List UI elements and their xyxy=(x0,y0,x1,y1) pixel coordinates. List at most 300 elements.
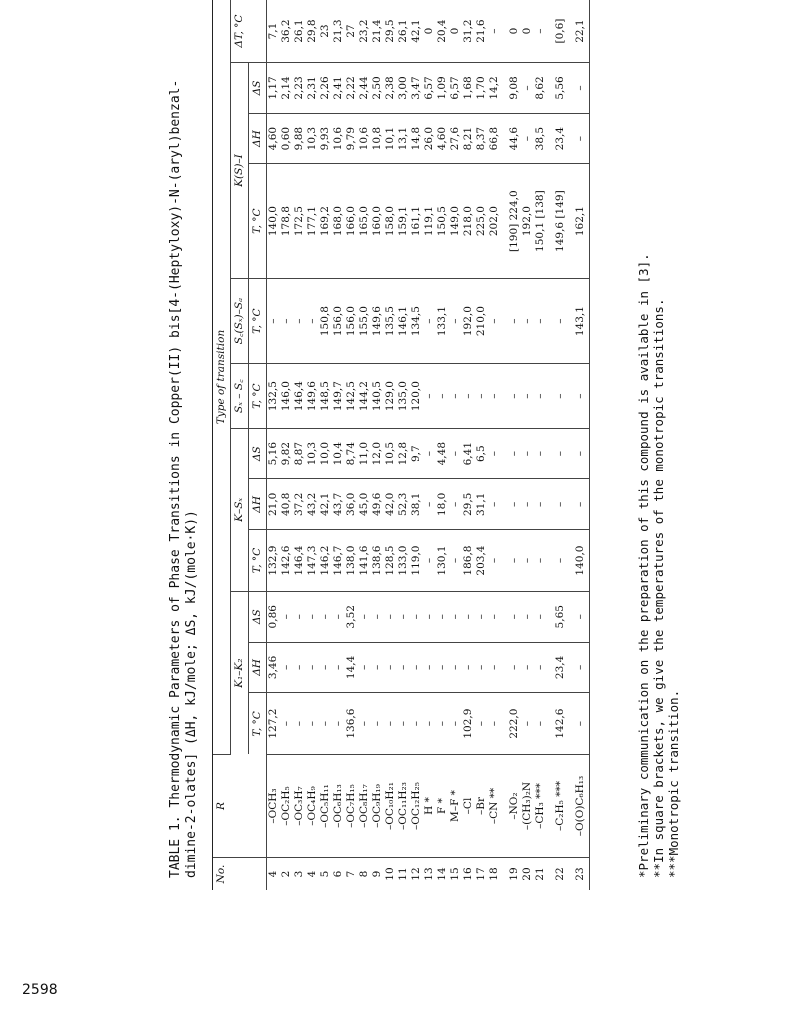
table-cell: 2,26 xyxy=(319,63,332,114)
table-cell: 12,8 xyxy=(397,428,410,479)
table-cell: – xyxy=(371,693,384,755)
table-cell: – xyxy=(488,278,501,364)
table-cell: – xyxy=(488,591,501,642)
table-cell: – xyxy=(547,364,567,428)
table-cell: –NO₂ xyxy=(501,755,521,858)
col-ks: K–Sₓ xyxy=(231,428,249,591)
table-cell: –OC₇H₁₅ xyxy=(345,755,358,858)
table-cell: – xyxy=(397,693,410,755)
table-cell: – xyxy=(384,693,397,755)
table-row xyxy=(567,0,590,890)
table-cell: 133,0 xyxy=(397,530,410,592)
table-cell: 23 xyxy=(319,0,332,63)
subcol-t: T, °C xyxy=(249,693,267,755)
footnote: ***Monotropic transition. xyxy=(666,689,681,878)
table-cell: 13,1 xyxy=(397,113,410,164)
table-cell: – xyxy=(488,479,501,530)
caption-line: dimine-2-olates] (ΔH, kJ/mole; ΔS, kJ/(mole·K)) xyxy=(184,510,199,878)
table-row xyxy=(280,0,293,890)
table-cell: 9,79 xyxy=(345,113,358,164)
table-cell: 49,6 xyxy=(371,479,384,530)
table-cell: –O(O)C₆H₁₃ xyxy=(567,755,590,858)
table-cell: 8,62 xyxy=(534,63,547,114)
table-cell: 9 xyxy=(371,870,383,878)
col-ki: K(S)–I xyxy=(231,63,249,279)
table-cell: – xyxy=(306,642,319,693)
table-cell: – xyxy=(475,364,488,428)
table-cell: – xyxy=(332,591,345,642)
table-cell: – xyxy=(462,364,475,428)
table-cell: 146,0 xyxy=(280,364,293,428)
table-cell: 9,88 xyxy=(293,113,306,164)
table-cell: –CN ** xyxy=(488,755,501,858)
table-cell: 1,68 xyxy=(462,63,475,114)
table-cell: 133,1 xyxy=(436,278,449,364)
table-cell: 10,5 xyxy=(384,428,397,479)
table-cell: 128,5 xyxy=(384,530,397,592)
table-cell: 4 xyxy=(267,870,279,878)
table-cell: 21,6 xyxy=(475,0,488,63)
table-cell: 8,37 xyxy=(475,113,488,164)
table-cell: 9,82 xyxy=(280,428,293,479)
table-cell: – xyxy=(423,278,436,364)
table-cell: 0 xyxy=(521,0,534,63)
table-cell: 4 xyxy=(306,870,318,878)
table-cell: – xyxy=(449,278,462,364)
table-cell: 22,1 xyxy=(567,0,590,63)
table-cell: 159,1 xyxy=(397,164,410,278)
subcol-t: T, °C xyxy=(249,164,267,278)
table-cell: 172,5 xyxy=(293,164,306,278)
table-cell: – xyxy=(267,278,281,364)
table-cell: – xyxy=(534,642,547,693)
table-cell: – xyxy=(436,642,449,693)
table-cell: 146,4 xyxy=(293,530,306,592)
table-cell: 43,7 xyxy=(332,479,345,530)
table-cell: 192,0 xyxy=(462,278,475,364)
table-cell: 66,8 xyxy=(488,113,501,164)
table-cell: – xyxy=(488,530,501,592)
table-cell: 155,0 xyxy=(358,278,371,364)
table-cell: 1,17 xyxy=(267,63,281,114)
table-cell: 2,50 xyxy=(371,63,384,114)
table-row xyxy=(319,0,332,890)
subcol-dh: ΔH xyxy=(249,642,267,693)
table-cell: – xyxy=(293,591,306,642)
table-cell: –Br xyxy=(475,755,488,858)
table-cell: 146,4 xyxy=(293,364,306,428)
table-cell: 44,6 xyxy=(501,113,521,164)
table-cell: –CH₃ *** xyxy=(534,755,547,858)
table-cell: –OC₂H₅ xyxy=(280,755,293,858)
table-cell: 9,7 xyxy=(410,428,423,479)
table-cell: 192,0 xyxy=(521,164,534,278)
table-cell: 119,0 xyxy=(410,530,423,592)
table-cell: 14,2 xyxy=(488,63,501,114)
table-cell: –OC₉H₁₉ xyxy=(371,755,384,858)
table-cell: 132,9 xyxy=(267,530,281,592)
table-cell: – xyxy=(567,642,590,693)
table-cell: 12,0 xyxy=(371,428,384,479)
table-row xyxy=(306,0,319,890)
table-cell: 22 xyxy=(554,867,566,881)
table-cell: 150,8 xyxy=(319,278,332,364)
table-cell: 23,4 xyxy=(547,113,567,164)
table-cell: 40,8 xyxy=(280,479,293,530)
table-cell: – xyxy=(280,278,293,364)
caption-line: TABLE 1. Thermodynamic Parameters of Phase Transitions in Copper(II) bis[4-(Heptyloxy)-N-(aryl)benzal- xyxy=(168,79,183,878)
table-cell: 18 xyxy=(488,867,500,881)
table-row xyxy=(534,0,547,890)
table-cell: 3,47 xyxy=(410,63,423,114)
table-cell: 132,5 xyxy=(267,364,281,428)
table-cell: 42,0 xyxy=(384,479,397,530)
table-cell: – xyxy=(462,642,475,693)
table-cell: – xyxy=(436,693,449,755)
table-cell: –(CH₃)₂N xyxy=(521,755,534,858)
table-cell: – xyxy=(534,0,547,63)
table-cell: 38,1 xyxy=(410,479,423,530)
table-cell: 162,1 xyxy=(567,164,590,278)
table-row xyxy=(521,0,534,890)
table-cell: – xyxy=(501,479,521,530)
table-cell: 52,3 xyxy=(397,479,410,530)
table-cell: – xyxy=(293,693,306,755)
table-cell: 1,70 xyxy=(475,63,488,114)
table-row xyxy=(358,0,371,890)
col-no: No. xyxy=(213,858,267,891)
table-cell: 5,65 xyxy=(547,591,567,642)
table-row xyxy=(436,0,449,890)
table-cell: F * xyxy=(436,755,449,858)
table-cell: – xyxy=(567,364,590,428)
table-cell: – xyxy=(488,642,501,693)
subcol-ds: ΔS xyxy=(249,591,267,642)
table-row xyxy=(345,0,358,890)
table-cell: 14 xyxy=(436,867,448,881)
table-cell: 146,2 xyxy=(319,530,332,592)
table-cell: 7,1 xyxy=(267,0,281,63)
table-cell: – xyxy=(475,591,488,642)
table-cell: 37,2 xyxy=(293,479,306,530)
table-cell: – xyxy=(488,693,501,755)
table-row xyxy=(449,0,462,890)
table-cell: 6,57 xyxy=(423,63,436,114)
table-cell: 158,0 xyxy=(384,164,397,278)
subcol-t: T, °C xyxy=(249,364,267,428)
table-cell: 11,0 xyxy=(358,428,371,479)
table-cell: 29,5 xyxy=(384,0,397,63)
table-cell: – xyxy=(501,278,521,364)
table-cell: 140,0 xyxy=(567,530,590,592)
table-cell: 2,41 xyxy=(332,63,345,114)
table-cell: 150,1 [138] xyxy=(534,164,547,278)
table-cell: 14,8 xyxy=(410,113,423,164)
table-cell: 156,0 xyxy=(332,278,345,364)
table-cell: 142,5 xyxy=(345,364,358,428)
table-cell: 3,52 xyxy=(345,591,358,642)
table-cell: 23,2 xyxy=(358,0,371,63)
table-cell: – xyxy=(319,591,332,642)
table-cell: 7 xyxy=(345,870,357,878)
table-cell: 20,4 xyxy=(436,0,449,63)
table-cell: – xyxy=(423,530,436,592)
table-cell: 166,0 xyxy=(345,164,358,278)
table-cell: – xyxy=(280,642,293,693)
table-cell: 2,23 xyxy=(293,63,306,114)
table-cell: 136,6 xyxy=(345,693,358,755)
table-cell: 4,60 xyxy=(436,113,449,164)
table-cell: – xyxy=(358,591,371,642)
table-cell: – xyxy=(293,278,306,364)
table-cell: 9,08 xyxy=(501,63,521,114)
table-cell: 138,6 xyxy=(371,530,384,592)
table-cell: 10,3 xyxy=(306,428,319,479)
table-cell: – xyxy=(306,278,319,364)
table-row xyxy=(410,0,423,890)
table-cell: –OC₈H₁₇ xyxy=(358,755,371,858)
table-cell: 149,0 xyxy=(449,164,462,278)
table-cell: 178,8 xyxy=(280,164,293,278)
table-cell: 5,16 xyxy=(267,428,281,479)
table-cell: –OC₃H₇ xyxy=(293,755,306,858)
table-cell: 21,3 xyxy=(332,0,345,63)
table-cell: – xyxy=(449,693,462,755)
table-cell: 150,5 xyxy=(436,164,449,278)
table-cell: 141,6 xyxy=(358,530,371,592)
table-cell: – xyxy=(449,591,462,642)
table-cell: 21,0 xyxy=(267,479,281,530)
table-cell: – xyxy=(449,642,462,693)
table-cell: 186,8 xyxy=(462,530,475,592)
table-cell: –Cl xyxy=(462,755,475,858)
table-cell: – xyxy=(384,642,397,693)
table-cell: 42,1 xyxy=(410,0,423,63)
footnote: *Preliminary communication on the preparation of this compound is available in [3]. xyxy=(636,253,651,878)
table-cell: – xyxy=(488,428,501,479)
table-cell: – xyxy=(488,364,501,428)
table-cell: 16 xyxy=(462,867,474,881)
table-cell: [0,6] xyxy=(547,0,567,63)
table-row xyxy=(475,0,488,890)
table-cell: 149,6 xyxy=(306,364,319,428)
table-cell: – xyxy=(423,479,436,530)
table-row xyxy=(462,0,475,890)
table-cell: – xyxy=(449,530,462,592)
table-cell: 119,1 xyxy=(423,164,436,278)
table-cell: 127,2 xyxy=(267,693,281,755)
col-sxsc: Sₓ – S꜀ xyxy=(231,364,249,428)
table-cell: 144,2 xyxy=(358,364,371,428)
table-cell: 45,0 xyxy=(358,479,371,530)
table-cell: –OC₁₀H₂₁ xyxy=(384,755,397,858)
table-cell: – xyxy=(475,693,488,755)
table-cell: 6,41 xyxy=(462,428,475,479)
table-cell: – xyxy=(280,693,293,755)
table-cell: – xyxy=(534,479,547,530)
table-cell: 3 xyxy=(293,870,305,878)
table-row xyxy=(423,0,436,890)
table-cell: 8 xyxy=(358,870,370,878)
table-cell: 6 xyxy=(332,870,344,878)
table-cell: – xyxy=(384,591,397,642)
table-cell: – xyxy=(521,591,534,642)
rotated-page-content xyxy=(168,0,768,890)
table-cell: 26,0 xyxy=(423,113,436,164)
table-cell: – xyxy=(293,642,306,693)
subcol-ds: ΔS xyxy=(249,428,267,479)
table-cell: 10,3 xyxy=(306,113,319,164)
table-cell: 21 xyxy=(534,867,546,881)
table-cell: 134,5 xyxy=(410,278,423,364)
table-cell: – xyxy=(521,113,534,164)
table-cell: – xyxy=(280,591,293,642)
table-cell: 146,1 xyxy=(397,278,410,364)
table-cell: – xyxy=(534,530,547,592)
table-cell: 140,0 xyxy=(267,164,281,278)
table-cell: – xyxy=(449,428,462,479)
table-cell: 203,4 xyxy=(475,530,488,592)
table-cell: H * xyxy=(423,755,436,858)
table-cell: – xyxy=(332,642,345,693)
table-cell: – xyxy=(501,642,521,693)
table-cell: – xyxy=(547,479,567,530)
table-cell: – xyxy=(501,428,521,479)
table-cell: 165,0 xyxy=(358,164,371,278)
table-cell: 8,21 xyxy=(462,113,475,164)
col-dt: ΔT, °C xyxy=(231,0,267,63)
table-cell: –OC₁₂H₂₅ xyxy=(410,755,423,858)
table-cell: 2,38 xyxy=(384,63,397,114)
table-cell: 143,1 xyxy=(567,278,590,364)
table-cell: 5 xyxy=(319,870,331,878)
table-cell: 177,1 xyxy=(306,164,319,278)
footnote: **In square brackets, we give the temperatures of the monotropic transitions. xyxy=(651,298,666,878)
table-cell: – xyxy=(423,428,436,479)
table-cell: 31,2 xyxy=(462,0,475,63)
table-cell: 0 xyxy=(423,0,436,63)
table-cell: 8,74 xyxy=(345,428,358,479)
table-cell: 225,0 xyxy=(475,164,488,278)
table-cell: 10 xyxy=(384,867,396,881)
subcol-t: T, °C xyxy=(249,530,267,592)
table-cell: – xyxy=(501,591,521,642)
table-cell: – xyxy=(521,693,534,755)
transitions-table xyxy=(212,0,590,890)
table-cell: – xyxy=(358,642,371,693)
col-r: R xyxy=(213,755,267,858)
table-cell: – xyxy=(567,591,590,642)
table-cell: – xyxy=(534,591,547,642)
table-row xyxy=(371,0,384,890)
table-cell: 27,6 xyxy=(449,113,462,164)
table-cell: 20 xyxy=(521,867,533,881)
table-cell: 102,9 xyxy=(462,693,475,755)
table-cell: 10,0 xyxy=(319,428,332,479)
table-cell: – xyxy=(358,693,371,755)
table-cell: 2,44 xyxy=(358,63,371,114)
table-cell: 21,4 xyxy=(371,0,384,63)
subcol-t: T, °C xyxy=(249,278,267,364)
table-cell: 18,0 xyxy=(436,479,449,530)
table-cell: – xyxy=(449,364,462,428)
table-cell: 4,60 xyxy=(267,113,281,164)
table-row xyxy=(293,0,306,890)
table-cell: 146,7 xyxy=(332,530,345,592)
table-cell: – xyxy=(501,364,521,428)
table-cell: –C₂H₅ *** xyxy=(547,755,567,858)
table-cell: – xyxy=(423,591,436,642)
table-cell: 13 xyxy=(423,867,435,881)
table-cell: 10,8 xyxy=(371,113,384,164)
subcol-dh: ΔH xyxy=(249,479,267,530)
table-cell: 10,4 xyxy=(332,428,345,479)
table-cell: 135,0 xyxy=(397,364,410,428)
table-cell: –OC₁₁H₂₃ xyxy=(397,755,410,858)
table-cell: 36,2 xyxy=(280,0,293,63)
table-cell: – xyxy=(501,530,521,592)
table-body xyxy=(267,0,590,890)
table-cell: – xyxy=(567,428,590,479)
footnotes xyxy=(636,18,681,878)
table-cell: 222,0 xyxy=(501,693,521,755)
table-cell: 149,6 [149] xyxy=(547,164,567,278)
table-cell: – xyxy=(475,642,488,693)
table-cell: 202,0 xyxy=(488,164,501,278)
table-cell: 9,93 xyxy=(319,113,332,164)
table-cell: – xyxy=(521,530,534,592)
table-cell: 15 xyxy=(449,867,461,881)
table-cell: 148,5 xyxy=(319,364,332,428)
table-cell: 10,6 xyxy=(332,113,345,164)
table-cell: – xyxy=(423,364,436,428)
table-cell: 11 xyxy=(397,867,409,881)
table-row xyxy=(397,0,410,890)
table-cell: 17 xyxy=(475,867,487,881)
table-cell: – xyxy=(462,591,475,642)
table-cell: 38,5 xyxy=(534,113,547,164)
table-cell: 210,0 xyxy=(475,278,488,364)
table-cell: 135,5 xyxy=(384,278,397,364)
table-row xyxy=(501,0,521,890)
table-cell: – xyxy=(306,591,319,642)
table-cell: 218,0 xyxy=(462,164,475,278)
table-cell: – xyxy=(567,63,590,114)
table-cell: 19 xyxy=(508,867,520,881)
table-cell: 168,0 xyxy=(332,164,345,278)
table-cell: 10,1 xyxy=(384,113,397,164)
table-row xyxy=(547,0,567,890)
table-cell: – xyxy=(436,591,449,642)
table-cell: – xyxy=(371,591,384,642)
table-cell: – xyxy=(423,693,436,755)
table-cell: – xyxy=(567,693,590,755)
table-row xyxy=(332,0,345,890)
table-cell: 0,86 xyxy=(267,591,281,642)
table-cell: –OC₅H₁₁ xyxy=(319,755,332,858)
table-cell: –OC₄H₉ xyxy=(306,755,319,858)
table-caption xyxy=(168,28,200,878)
table-cell: – xyxy=(547,428,567,479)
table-cell: – xyxy=(521,428,534,479)
table-cell: – xyxy=(521,479,534,530)
table-cell: – xyxy=(410,591,423,642)
table-cell: 42,1 xyxy=(319,479,332,530)
table-cell: 2,14 xyxy=(280,63,293,114)
table-cell: 23,4 xyxy=(547,642,567,693)
table-cell: 1,09 xyxy=(436,63,449,114)
table-cell: 14,4 xyxy=(345,642,358,693)
